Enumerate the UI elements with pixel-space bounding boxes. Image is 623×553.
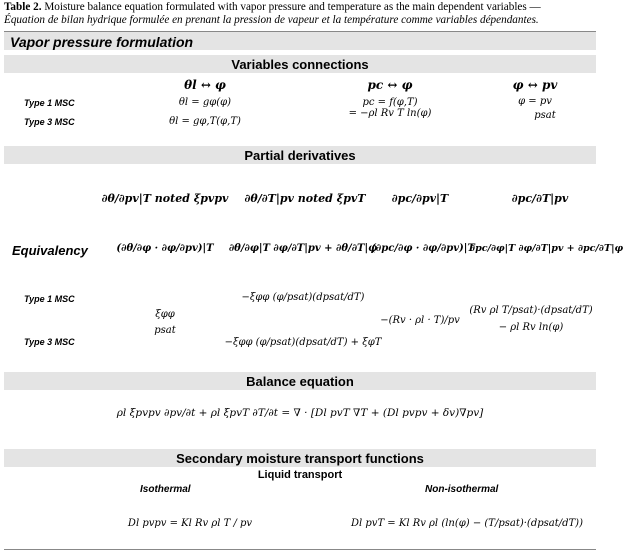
row-type1-msc: Type 1 MSC xyxy=(24,98,75,108)
pc-formula-line1: pc = f(φ,T) xyxy=(362,97,418,108)
result-pc-t xyxy=(468,302,594,336)
result-pc-t-line2: − ρl Rv ln(φ) xyxy=(498,322,564,333)
derivative-pc-pv: ∂pc/∂pv|T xyxy=(391,192,449,205)
result-theta-pv-num: ξφφ xyxy=(155,309,175,320)
nonisothermal-label: Non-isothermal xyxy=(425,484,499,495)
phi-formula-line1: φ = pv xyxy=(518,96,552,107)
equivalency-pc-t: ∂pc/∂φ|T ∂φ/∂T|pv + ∂pc/∂T|φ xyxy=(470,243,623,254)
result-theta-pv xyxy=(130,307,200,339)
bottom-rule xyxy=(4,549,596,550)
phi-formula xyxy=(490,95,580,123)
equivalency-theta-pv: (∂θ/∂φ · ∂φ/∂pv)|T xyxy=(116,243,214,254)
variables-title: Variables connections xyxy=(231,57,369,72)
col-pc-phi: pc ↔ φ xyxy=(367,78,413,92)
nonisothermal-equation: Dl pvT = Kl Rv ρl (ln(φ) − (T/psat)·(dpsat/dT)) xyxy=(351,518,583,529)
derivative-pc-t: ∂pc/∂T|pv xyxy=(511,192,569,205)
result-theta-t-type3: −ξφφ (φ/psat)(dpsat/dT) + ξφT xyxy=(224,337,382,348)
row-type3-msc: Type 3 MSC xyxy=(24,117,75,127)
theta-type1-formula: θl = gφ(φ) xyxy=(178,97,232,108)
caption-label: Table 2. xyxy=(4,1,42,13)
partials-title: Partial derivatives xyxy=(244,148,356,163)
formulation-title: Vapor pressure formulation xyxy=(10,34,194,50)
result-pc-pv: −(Rv · ρl · T)/pv xyxy=(380,315,460,326)
derivative-theta-pv: ∂θ/∂pv|T noted ξpvpv xyxy=(101,192,229,205)
col-phi-pv: φ ↔ pv xyxy=(512,78,558,92)
equivalency-pc-pv: (∂pc/∂φ · ∂φ/∂pv)|T xyxy=(371,243,475,254)
caption-french: Équation de bilan hydrique formulée en prenant la pression de vapeur et la température comme variables dépendantes. xyxy=(4,14,539,26)
balance-equation: ρl ξpvpv ∂pv/∂t + ρl ξpvT ∂T/∂t = ∇ · [Dl pvT ∇T + (Dl pvpv + δv)∇pv] xyxy=(116,407,484,419)
row-type3-msc-2: Type 3 MSC xyxy=(24,337,75,347)
result-theta-pv-den: psat xyxy=(154,325,176,336)
result-pc-t-line1: (Rv ρl T/psat)·(dpsat/dT) xyxy=(469,305,593,316)
caption-english: Moisture balance equation formulated with vapor pressure and temperature as the main dependent variables — xyxy=(41,1,541,13)
result-theta-t-type1: −ξφφ (φ/psat)(dpsat/dT) xyxy=(241,292,365,303)
pc-formula xyxy=(330,97,450,119)
col-theta-phi: θl ↔ φ xyxy=(184,78,226,92)
equivalency-theta-t: ∂θ/∂φ|T ∂φ/∂T|pv + ∂θ/∂T|φ xyxy=(228,243,378,254)
isothermal-equation: Dl pvpv = Kl Rv ρl T / pv xyxy=(127,518,253,529)
table-caption xyxy=(4,1,596,27)
secondary-title: Secondary moisture transport functions xyxy=(176,451,424,466)
balance-title: Balance equation xyxy=(246,374,354,389)
isothermal-label: Isothermal xyxy=(140,484,191,495)
liquid-transport-label: Liquid transport xyxy=(257,469,343,481)
pc-formula-line2: = −ρl Rv T ln(φ) xyxy=(348,108,432,119)
row-type1-msc-2: Type 1 MSC xyxy=(24,294,75,304)
equivalency-label: Equivalency xyxy=(12,243,88,258)
derivative-theta-t: ∂θ/∂T|pv noted ξpvT xyxy=(244,192,366,205)
phi-formula-line2: psat xyxy=(534,110,556,121)
theta-type3-formula: θl = gφ,T(φ,T) xyxy=(169,116,241,127)
